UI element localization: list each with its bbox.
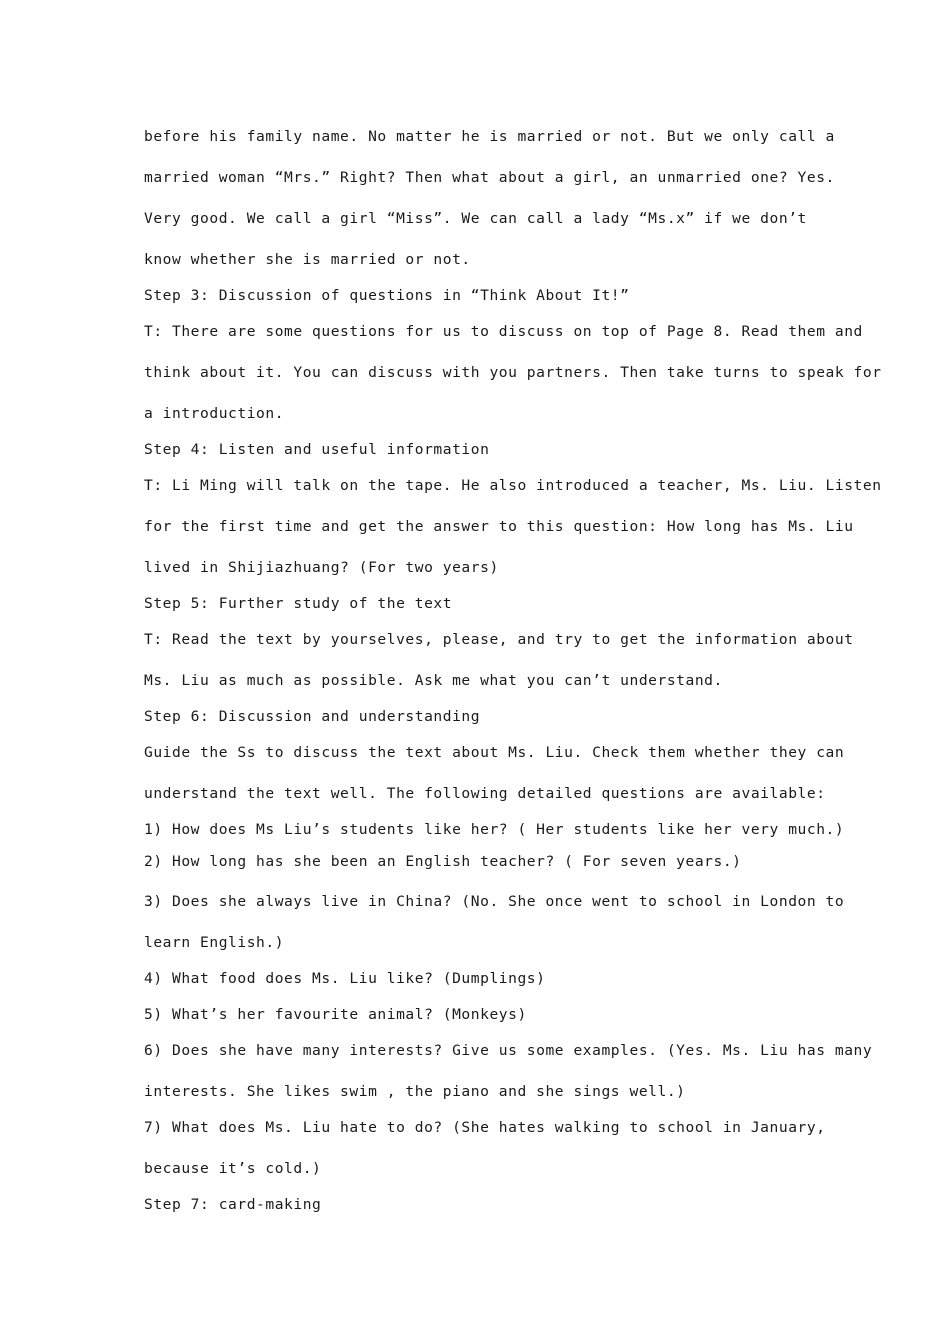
question-item: 4) What food does Ms. Liu like? (Dumplings) (144, 970, 546, 987)
step-heading: Step 6: Discussion and understanding (144, 708, 481, 725)
question-item: 5) What’s her favourite animal? (Monkeys) (144, 1006, 527, 1023)
text-line: T: Li Ming will talk on the tape. He also introduced a teacher, Ms. Liu. Listen (144, 477, 882, 494)
question-item: 1) How does Ms Liu’s students like her? ( Her students like her very much.) (144, 821, 845, 838)
text-line: because it’s cold.) (144, 1160, 322, 1177)
question-item: 2) How long has she been an English teacher? ( For seven years.) (144, 853, 742, 870)
question-item: 6) Does she have many interests? Give us some examples. (Yes. Ms. Liu has many (144, 1042, 873, 1059)
text-line: Guide the Ss to discuss the text about Ms. Liu. Check them whether they can (144, 744, 845, 761)
text-line: for the first time and get the answer to this question: How long has Ms. Liu (144, 518, 854, 535)
text-line: T: Read the text by yourselves, please, and try to get the information about (144, 631, 854, 648)
text-line: think about it. You can discuss with you partners. Then take turns to speak for (144, 364, 882, 381)
text-line: married woman “Mrs.” Right? Then what about a girl, an unmarried one? Yes. (144, 169, 835, 186)
question-item: 7) What does Ms. Liu hate to do? (She hates walking to school in January, (144, 1119, 826, 1136)
text-line: understand the text well. The following detailed questions are available: (144, 785, 826, 802)
text-line: a introduction. (144, 405, 285, 422)
text-line: Very good. We call a girl “Miss”. We can call a lady “Ms.x” if we don’t (144, 210, 807, 227)
text-line: lived in Shijiazhuang? (For two years) (144, 559, 499, 576)
text-line: before his family name. No matter he is married or not. But we only call a (144, 128, 835, 145)
text-line: know whether she is married or not. (144, 251, 471, 268)
text-line: interests. She likes swim , the piano and she sings well.) (144, 1083, 686, 1100)
step-heading: Step 5: Further study of the text (144, 595, 453, 612)
text-line: Ms. Liu as much as possible. Ask me what you can’t understand. (144, 672, 723, 689)
question-item: 3) Does she always live in China? (No. She once went to school in London to (144, 893, 845, 910)
step-heading: Step 3: Discussion of questions in “Think About It!” (144, 287, 630, 304)
text-line: learn English.) (144, 934, 285, 951)
step-heading: Step 4: Listen and useful information (144, 441, 490, 458)
text-line: T: There are some questions for us to discuss on top of Page 8. Read them and (144, 323, 863, 340)
step-heading: Step 7: card-making (144, 1196, 322, 1213)
